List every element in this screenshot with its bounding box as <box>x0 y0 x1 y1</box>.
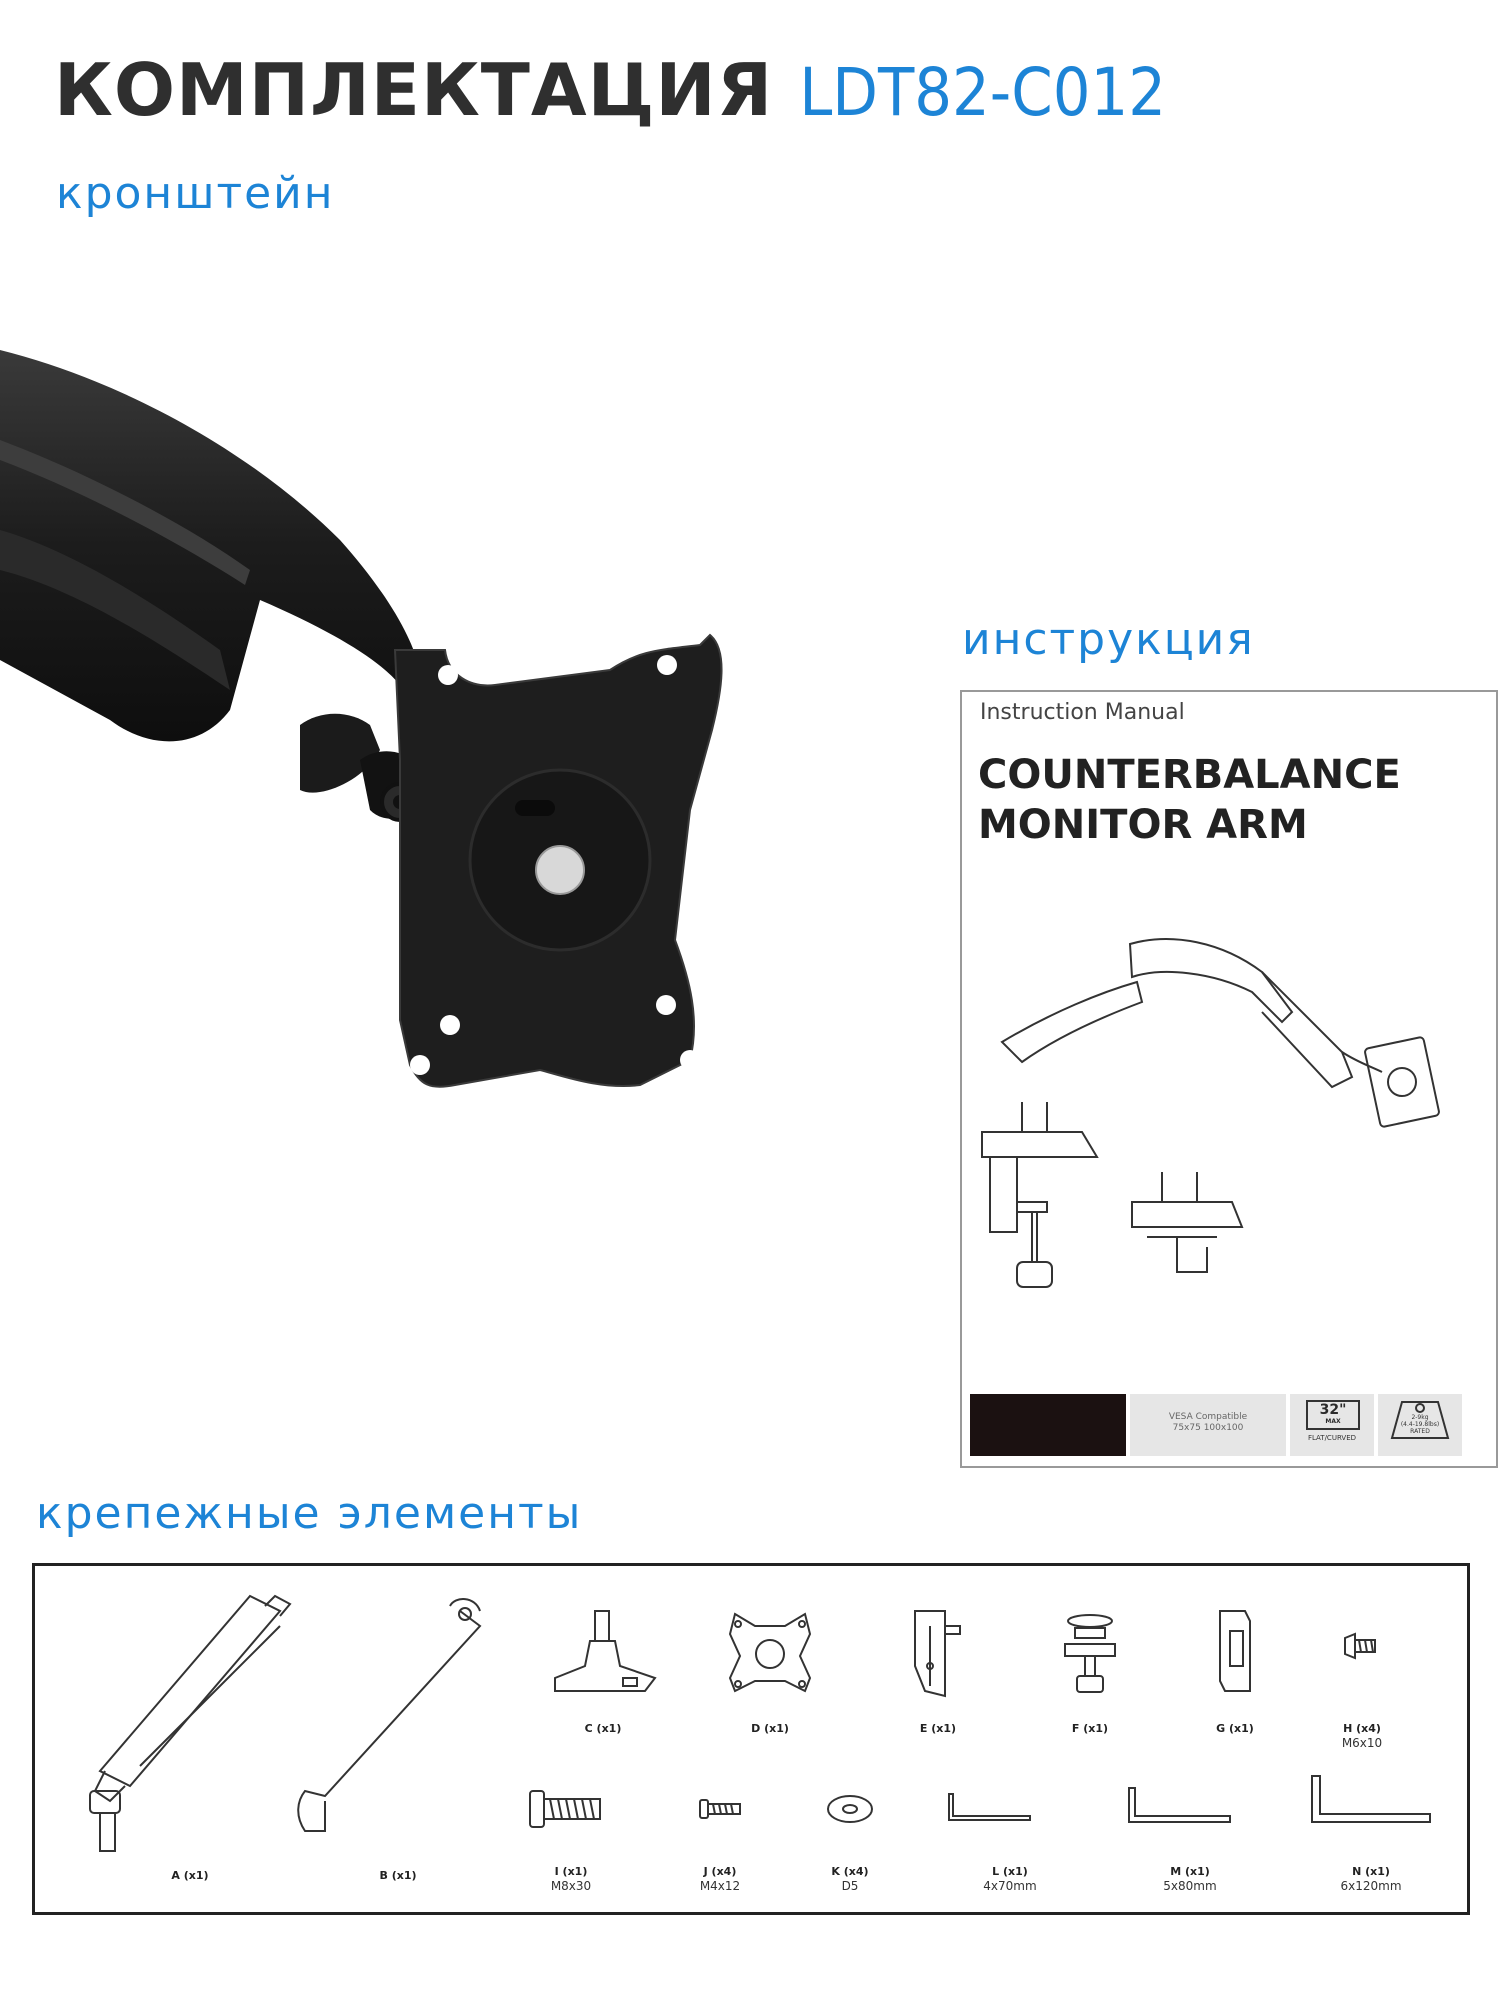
part-h-label: H (x4) M6x10 <box>1341 1722 1383 1750</box>
manual-footer <box>970 1394 1490 1456</box>
part-j-screw-drawing <box>700 1800 740 1818</box>
part-d-plate-drawing <box>730 1614 810 1691</box>
manual-arm-drawing <box>962 902 1496 1342</box>
part-e-label: E (x1) <box>919 1722 957 1735</box>
manual-footer-block <box>970 1394 1126 1456</box>
bracket-heading: кронштейн <box>56 168 335 219</box>
part-f-label: F (x1) <box>1071 1722 1109 1735</box>
parts-drawings <box>35 1566 1467 1912</box>
part-m-hexkey-drawing <box>1129 1788 1230 1822</box>
part-k-label: K (x4) D5 <box>831 1865 869 1893</box>
part-e-bracket-drawing <box>915 1611 960 1696</box>
vesa-line2: 75x75 100x100 <box>1172 1423 1244 1433</box>
part-l-hexkey-drawing <box>949 1794 1030 1820</box>
vesa-line1: VESA Compatible <box>1168 1412 1248 1422</box>
page-title <box>54 48 1166 132</box>
part-d-label: D (x1) <box>751 1722 789 1735</box>
part-f-clamp-drawing <box>1065 1615 1115 1692</box>
monitor-arm-image <box>0 330 760 1150</box>
part-l-label: L (x1) 4x70mm <box>983 1865 1037 1893</box>
weight-rated: RATED <box>1410 1428 1430 1435</box>
part-c-base-drawing <box>555 1611 655 1691</box>
weight-badge <box>1378 1394 1462 1456</box>
weight-line2: (4.4-19.8lbs) <box>1400 1421 1440 1428</box>
part-a-label: A (x1) <box>171 1869 209 1882</box>
part-n-hexkey-drawing <box>1312 1776 1430 1822</box>
part-n-label: N (x1) 6x120mm <box>1340 1865 1402 1893</box>
model-number: LDT82-C012 <box>799 54 1167 131</box>
part-b-label: B (x1) <box>379 1869 417 1882</box>
fasteners-heading: крепежные элементы <box>36 1488 583 1539</box>
part-m-label: M (x1) 5x80mm <box>1163 1865 1217 1893</box>
instruction-manual-cover <box>960 690 1498 1468</box>
size-badge <box>1290 1394 1374 1456</box>
manual-title-line1: COUNTERBALANCE <box>978 752 1401 798</box>
title-text: КОМПЛЕКТАЦИЯ <box>54 48 774 132</box>
manual-heading: инструкция <box>962 614 1255 665</box>
part-c-label: C (x1) <box>584 1722 622 1735</box>
part-k-washer-drawing <box>828 1796 872 1822</box>
manual-small-title: Instruction Manual <box>980 700 1185 725</box>
manual-title <box>978 750 1401 850</box>
vesa-badge <box>1130 1394 1286 1456</box>
part-b-arm-drawing <box>298 1599 480 1831</box>
part-i-label: I (x1) M8x30 <box>550 1865 592 1893</box>
weight-line1: 2-9kg <box>1411 1414 1429 1421</box>
part-h-screw-drawing <box>1345 1634 1375 1658</box>
size-value: 32" <box>1319 1402 1347 1418</box>
size-max: MAX <box>1325 1418 1341 1425</box>
part-a-arm-drawing <box>90 1596 290 1851</box>
part-i-bolt-drawing <box>530 1791 600 1827</box>
part-g-label: G (x1) <box>1216 1722 1254 1735</box>
size-type: FLAT/CURVED <box>1307 1434 1357 1442</box>
part-g-cover-drawing <box>1220 1611 1250 1691</box>
manual-title-line2: MONITOR ARM <box>978 802 1308 848</box>
part-j-label: J (x4) M4x12 <box>699 1865 741 1893</box>
parts-box <box>32 1563 1470 1915</box>
